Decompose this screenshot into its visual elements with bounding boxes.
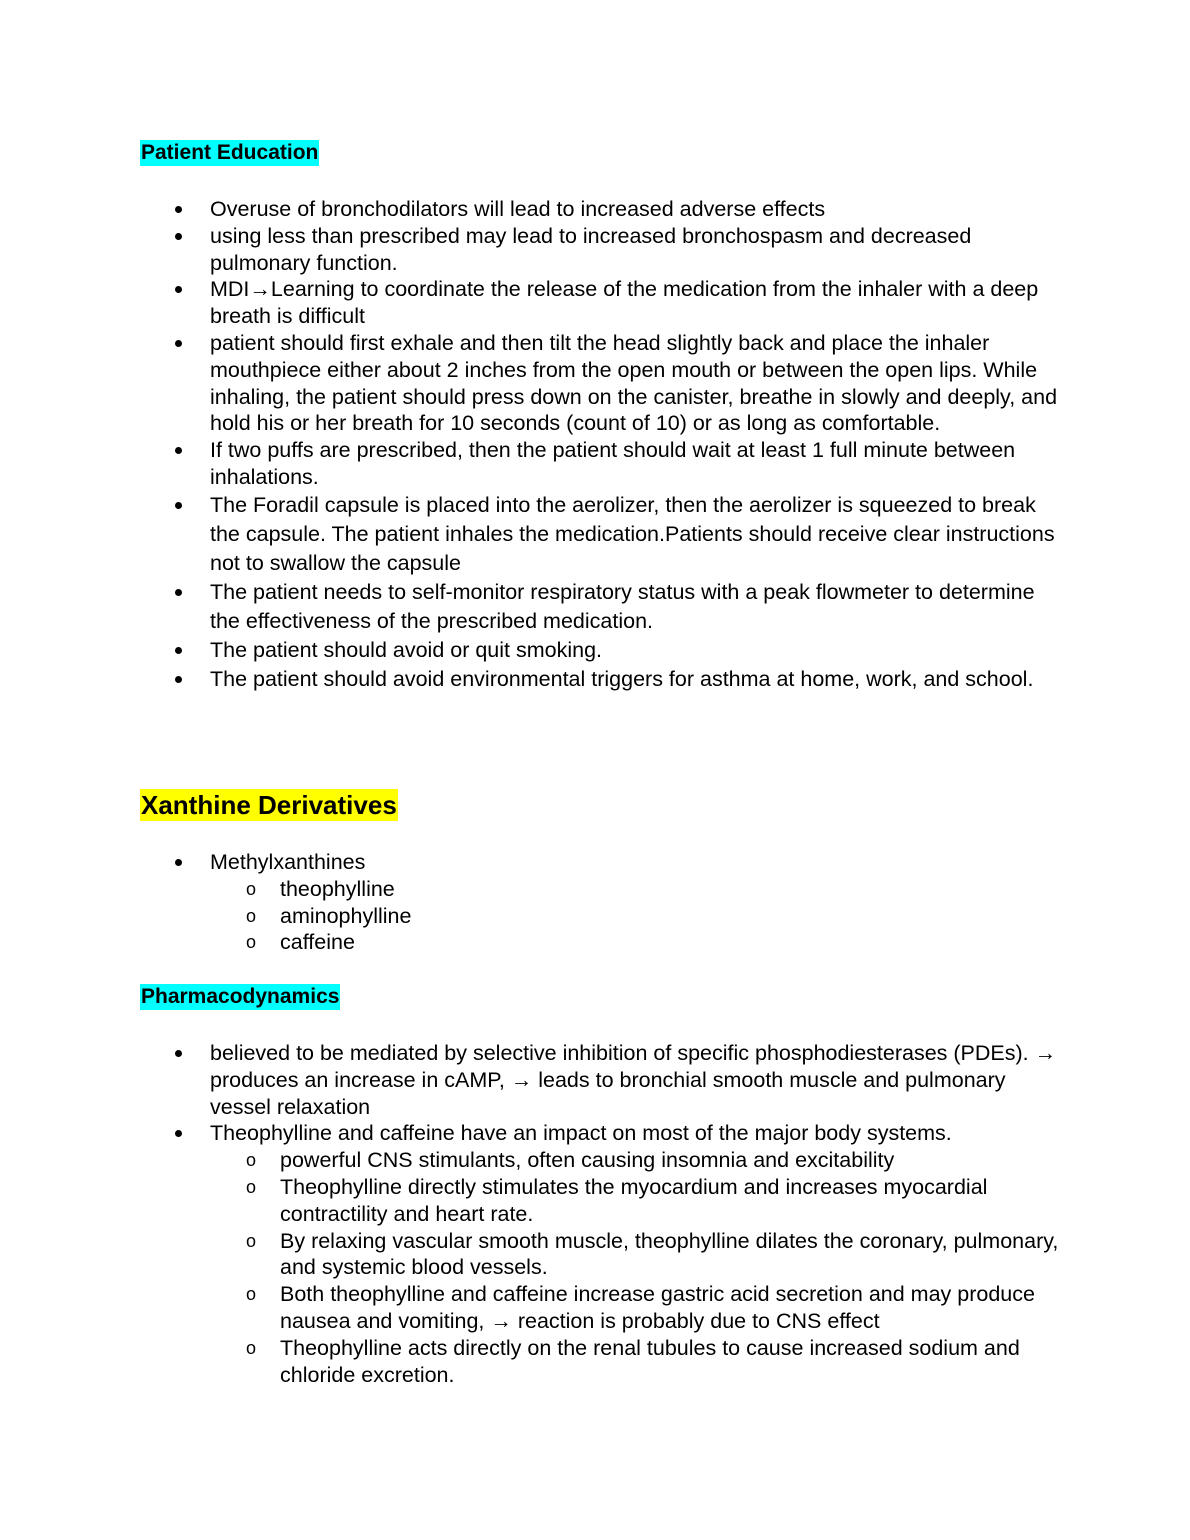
list-item-text: Methylxanthines — [210, 850, 366, 874]
sublist-item: o aminophylline — [210, 903, 1060, 930]
list-item: patient should first exhale and then tilt the head slightly back and place the inhaler mouthpiece either about 2 inches from the open mouth or between the open lips. While inhaling, the patient should press down on the canister, breathe in slowly and deeply, and hold his or her breath for 10 seconds (count of 10) or as long as comfortable. — [140, 330, 1060, 437]
list-item: MDI→Learning to coordinate the release of the medication from the inhaler with a deep breath is difficult — [140, 276, 1060, 330]
sublist-item: o Theophylline acts directly on the renal tubules to cause increased sodium and chloride excretion. — [210, 1335, 1060, 1389]
list-item: believed to be mediated by selective inhibition of specific phosphodiesterases (PDEs). → produces an increase in cAMP, → leads to bronchial smooth muscle and pulmonary vessel relaxation — [140, 1040, 1060, 1120]
sublist-item: o theophylline — [210, 876, 1060, 903]
list-item: The Foradil capsule is placed into the aerolizer, then the aerolizer is squeezed to break the capsule. The patient inhales the medication.Patients should receive clear instructions not to swallow the capsule — [140, 491, 1060, 578]
list-item — [140, 1120, 1060, 1388]
list-item: Overuse of bronchodilators will lead to increased adverse effects — [140, 196, 1060, 223]
pharmacodynamics-list — [140, 1040, 1060, 1388]
list-item — [140, 849, 1060, 956]
list-item: If two puffs are prescribed, then the patient should wait at least 1 full minute between inhalations. — [140, 437, 1060, 491]
sublist-item: o powerful CNS stimulants, often causing insomnia and excitability — [210, 1147, 1060, 1174]
section-heading-pharmacodynamics: Pharmacodynamics — [141, 985, 340, 1008]
pharmacodynamics-sublist — [210, 1147, 1060, 1388]
sublist-item: o By relaxing vascular smooth muscle, theophylline dilates the coronary, pulmonary, and systemic blood vessels. — [210, 1228, 1060, 1282]
section-heading-xanthine-derivatives: Xanthine Derivatives — [141, 790, 397, 820]
list-item: The patient needs to self-monitor respiratory status with a peak flowmeter to determine the effectiveness of the prescribed medication. — [140, 578, 1060, 636]
patient-education-list — [140, 196, 1060, 694]
list-item-text: Theophylline and caffeine have an impact on most of the major body systems. — [210, 1121, 952, 1146]
sublist-item: o Theophylline directly stimulates the myocardium and increases myocardial contractility and heart rate. — [210, 1174, 1060, 1228]
list-item: using less than prescribed may lead to increased bronchospasm and decreased pulmonary function. — [140, 223, 1060, 277]
list-item: The patient should avoid or quit smoking. — [140, 636, 1060, 665]
sublist-item: o caffeine — [210, 929, 1060, 956]
sublist-item: o Both theophylline and caffeine increase gastric acid secretion and may produce nausea and vomiting, → reaction is probably due to CNS effect — [210, 1281, 1060, 1335]
xanthine-list — [140, 849, 1060, 956]
list-item: The patient should avoid environmental triggers for asthma at home, work, and school. — [140, 665, 1060, 694]
xanthine-sublist — [210, 876, 1060, 956]
section-heading-patient-education: Patient Education — [141, 141, 319, 164]
